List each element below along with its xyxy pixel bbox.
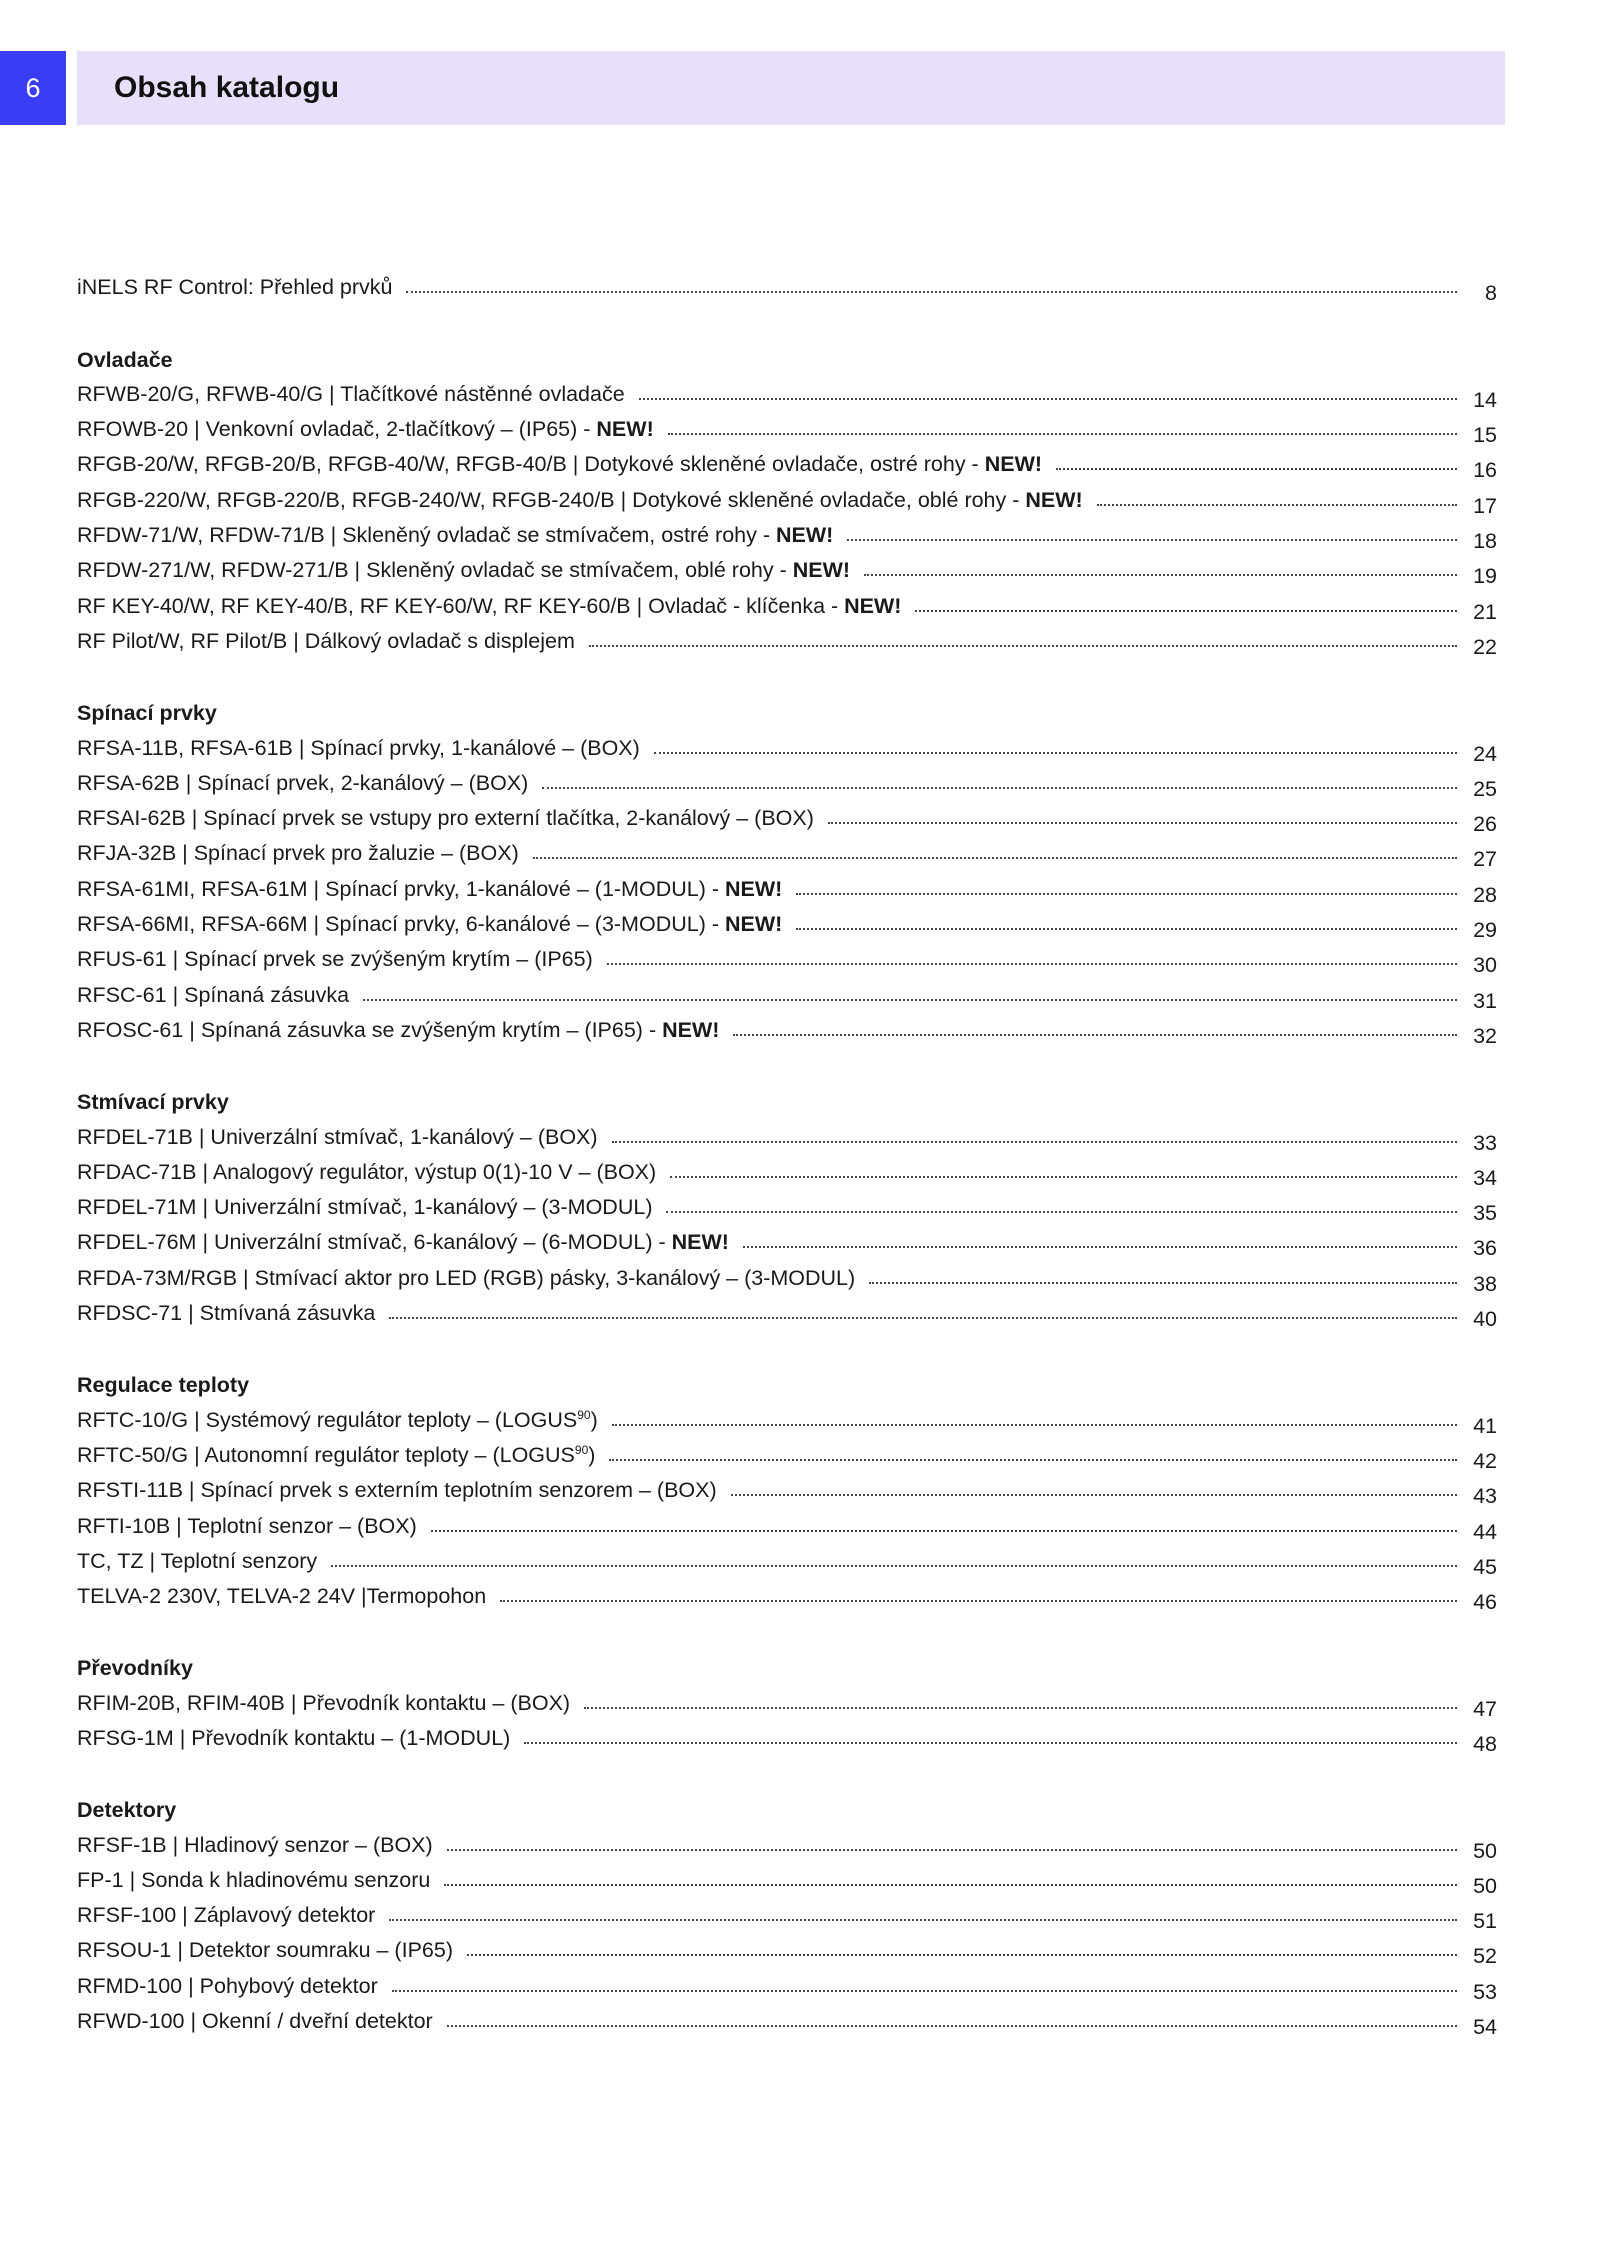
toc-entry-label	[77, 1972, 392, 2000]
toc-entry[interactable]	[77, 867, 1497, 907]
toc-entry[interactable]	[77, 373, 1497, 412]
dot-leader	[666, 1211, 1457, 1213]
toc-entry-text-tail: )	[590, 1407, 598, 1432]
toc-entry-page: 32	[1473, 1023, 1497, 1048]
dot-leader	[864, 574, 1457, 576]
toc-entry[interactable]	[77, 1256, 1497, 1296]
section-spacer	[77, 1610, 1497, 1646]
toc-entry-label	[77, 1193, 666, 1221]
toc-entry-page: 51	[1473, 1909, 1497, 1934]
new-badge: NEW!	[724, 912, 783, 937]
toc-entry-label	[77, 1724, 524, 1752]
toc-entry-text: TC, TZ | Teplotní senzory	[77, 1548, 318, 1573]
toc-entry-label	[77, 1406, 612, 1434]
toc-entry[interactable]	[77, 1469, 1497, 1509]
toc-entry-page: 46	[1473, 1590, 1497, 1615]
toc-entry-page: 17	[1473, 493, 1497, 518]
toc-entry-page: 8	[1485, 281, 1497, 306]
dot-leader	[743, 1246, 1457, 1248]
toc-entry-text: RFDA-73M/RGB | Stmívací aktor pro LED (RGB) pásky, 3-kanálový – (3-MODUL)	[77, 1265, 856, 1290]
section-spacer	[77, 1327, 1497, 1363]
toc-entry-page: 22	[1473, 634, 1497, 659]
toc-entry-text: RFDW-71/W, RFDW-71/B | Skleněný ovladač se stmívačem, ostré rohy -	[77, 523, 776, 548]
toc-entry[interactable]	[77, 1398, 1497, 1438]
toc-entry-page: 42	[1473, 1448, 1497, 1473]
toc-entry-label	[77, 486, 1097, 514]
toc-entry-page: 53	[1473, 1979, 1497, 2004]
dot-leader	[389, 1919, 1457, 1921]
new-badge: NEW!	[775, 523, 834, 548]
toc-entry-page: 27	[1473, 847, 1497, 872]
section-title: Ovladače	[77, 347, 173, 372]
toc-entry[interactable]	[77, 1540, 1497, 1579]
new-badge: NEW!	[724, 876, 783, 901]
toc-entry-page: 54	[1473, 2015, 1497, 2040]
toc-entry[interactable]	[77, 1929, 1497, 1969]
toc-entry-label	[77, 450, 1056, 478]
toc-entry-page: 26	[1473, 812, 1497, 837]
dot-leader	[584, 1707, 1457, 1709]
toc-entry-page: 15	[1473, 423, 1497, 448]
toc-entry[interactable]	[77, 832, 1497, 872]
dot-leader	[363, 999, 1457, 1001]
toc-entry-text: RFDEL-71M | Univerzální stmívač, 1-kanálový – (3-MODUL)	[77, 1195, 653, 1220]
section-spacer	[77, 1044, 1497, 1080]
dot-leader	[796, 928, 1457, 930]
toc-entry-text: RF KEY-40/W, RF KEY-40/B, RF KEY-60/W, RF KEY-60/B | Ovladač - klíčenka -	[77, 593, 845, 618]
toc-entry-label	[77, 875, 796, 903]
toc-entry-text: RFDSC-71 | Stmívaná zásuvka	[77, 1301, 376, 1326]
dot-leader	[847, 539, 1457, 541]
dot-leader	[654, 752, 1457, 754]
toc-entry-text: RFDEL-71B | Univerzální stmívač, 1-kanálový – (BOX)	[77, 1124, 598, 1149]
toc-entry[interactable]	[77, 973, 1497, 1013]
toc-entry-text: RFDW-271/W, RFDW-271/B | Skleněný ovladač se stmívačem, oblé rohy -	[77, 558, 793, 583]
toc-entry-page: 24	[1473, 741, 1497, 766]
dot-leader	[1056, 468, 1457, 470]
toc-entry-page: 30	[1473, 953, 1497, 978]
dot-leader	[444, 1884, 1457, 1886]
toc-entry-label	[77, 415, 668, 443]
toc-entry[interactable]	[77, 1151, 1497, 1190]
toc-entry-label	[77, 734, 654, 762]
toc-entry-page: 29	[1473, 918, 1497, 943]
dot-leader	[607, 963, 1457, 965]
dot-leader	[612, 1141, 1457, 1143]
dot-leader	[331, 1565, 1457, 1567]
page-title: Obsah katalogu	[114, 71, 340, 104]
toc-entry[interactable]	[77, 1292, 1497, 1332]
toc-entry-page: 40	[1473, 1307, 1497, 1332]
dot-leader	[670, 1176, 1457, 1178]
toc-entry-page: 38	[1473, 1271, 1497, 1296]
toc-entry-text: RFSAI-62B | Spínací prvek se vstupy pro externí tlačítka, 2-kanálový – (BOX)	[77, 806, 814, 831]
toc-entry-page: 47	[1473, 1696, 1497, 1721]
toc-entry[interactable]	[77, 408, 1497, 448]
toc-entry-text: TELVA-2 230V, TELVA-2 24V |Termopohon	[77, 1584, 487, 1609]
toc-entry-label	[77, 521, 847, 549]
new-badge: NEW!	[671, 1230, 729, 1255]
section-title: Stmívací prvky	[77, 1090, 229, 1115]
toc-entry-text: RFJA-32B | Spínací prvek pro žaluzie – (BOX)	[77, 841, 519, 866]
toc-entry-label	[77, 769, 542, 797]
toc-entry-text: RFSA-66MI, RFSA-66M | Spínací prvky, 6-kanálové – (3-MODUL) -	[77, 912, 725, 937]
section-title: Regulace teploty	[77, 1373, 250, 1398]
section-title: Převodníky	[77, 1656, 193, 1681]
toc-entry-page: 43	[1473, 1484, 1497, 1509]
toc-entry[interactable]	[77, 266, 1497, 306]
dot-leader	[447, 2025, 1457, 2027]
toc-entry-text: RFMD-100 | Pohybový detektor	[77, 1973, 378, 1998]
dot-leader	[668, 433, 1457, 435]
dot-leader	[609, 1459, 1457, 1461]
toc-entry-label	[77, 1158, 670, 1186]
toc-entry-label	[77, 627, 589, 655]
toc-entry[interactable]	[77, 1186, 1497, 1226]
toc-entry[interactable]	[77, 514, 1497, 554]
new-badge: NEW!	[984, 452, 1043, 477]
toc-entry-text: RFWD-100 | Okenní / dveřní detektor	[77, 2009, 433, 2034]
toc-entry-page: 45	[1473, 1554, 1497, 1579]
toc-entry-page: 36	[1473, 1236, 1497, 1261]
toc-entry-page: 44	[1473, 1519, 1497, 1544]
dot-leader	[542, 787, 1457, 789]
toc-entry-text: RFSOU-1 | Detektor soumraku – (IP65)	[77, 1938, 453, 1963]
toc-entry[interactable]	[77, 938, 1497, 978]
toc-entry-label	[77, 910, 796, 938]
dot-leader	[733, 1034, 1457, 1036]
toc-entry[interactable]	[77, 762, 1497, 801]
toc-entry-page: 50	[1473, 1873, 1497, 1898]
toc-entry-label	[77, 1512, 431, 1540]
toc-entry[interactable]	[77, 1681, 1497, 1721]
toc-entry[interactable]	[77, 584, 1497, 624]
toc-entry-label	[77, 1547, 331, 1575]
toc-entry-page: 18	[1473, 529, 1497, 554]
toc-entry[interactable]	[77, 620, 1497, 659]
toc-entry-text: RFSF-100 | Záplavový detektor	[77, 1903, 376, 1928]
toc-entry-page: 41	[1473, 1413, 1497, 1438]
toc-entry-text: RFSTI-11B | Spínací prvek s externím teplotním senzorem – (BOX)	[77, 1478, 717, 1503]
toc-entry[interactable]	[77, 1964, 1497, 2004]
dot-leader	[389, 1317, 1457, 1319]
toc-entry-label	[77, 1901, 389, 1929]
toc-entry-label	[77, 1228, 743, 1256]
toc-entry-page: 19	[1473, 564, 1497, 589]
section-spacer	[77, 1752, 1497, 1788]
dot-leader	[869, 1282, 1457, 1284]
section-title: Detektory	[77, 1798, 177, 1823]
toc-entry-text: RFSF-1B | Hladinový senzor – (BOX)	[77, 1832, 433, 1857]
dot-leader	[392, 1990, 1457, 1992]
toc-entry-label	[77, 592, 915, 620]
toc-entry[interactable]	[77, 1717, 1497, 1756]
toc-entry-page: 48	[1473, 1731, 1497, 1756]
toc-entry[interactable]	[77, 903, 1497, 943]
dot-leader	[731, 1494, 1457, 1496]
toc-entry[interactable]	[77, 2000, 1497, 2040]
toc-entry-text: RFSA-61MI, RFSA-61M | Spínací prvky, 1-kanálové – (1-MODUL) -	[77, 876, 725, 901]
toc-entry-page: 34	[1473, 1165, 1497, 1190]
toc-entry[interactable]	[77, 1221, 1497, 1261]
toc-entry-text: RFWB-20/G, RFWB-40/G | Tlačítkové nástěnné ovladače	[77, 381, 625, 406]
dot-leader	[467, 1954, 1457, 1956]
toc-entry-label	[77, 556, 864, 584]
toc-entry-label	[77, 2007, 447, 2035]
toc-entry[interactable]	[77, 1009, 1497, 1048]
toc-entry-label: iNELS RF Control: Přehled prvků	[77, 275, 393, 300]
dot-leader	[533, 857, 1457, 859]
table-of-contents	[77, 266, 1497, 2040]
toc-entry-page: 33	[1473, 1130, 1497, 1155]
toc-entry[interactable]	[77, 1575, 1497, 1615]
toc-entry-page: 50	[1473, 1838, 1497, 1863]
toc-entry-text: RFGB-220/W, RFGB-220/B, RFGB-240/W, RFGB-240/B | Dotykové skleněné ovladače, oblé rohy -	[77, 487, 1026, 512]
toc-entry-label	[77, 981, 363, 1009]
superscript: 90	[577, 1407, 591, 1422]
toc-entry-text: RFOSC-61 | Spínaná zásuvka se zvýšeným krytím – (IP65) -	[77, 1017, 663, 1042]
new-badge: NEW!	[792, 558, 851, 583]
superscript: 90	[574, 1442, 589, 1457]
toc-entry-page: 14	[1473, 387, 1497, 412]
toc-entry-label	[77, 1866, 444, 1894]
toc-entry-label	[77, 945, 607, 973]
section-spacer	[77, 301, 1497, 337]
toc-entry-page: 25	[1473, 776, 1497, 801]
toc-entry-text: RFTI-10B | Teplotní senzor – (BOX)	[77, 1513, 417, 1538]
toc-entry[interactable]	[77, 726, 1497, 766]
dot-leader	[431, 1530, 1457, 1532]
dot-leader	[796, 893, 1457, 895]
dot-leader	[915, 610, 1457, 612]
toc-entry-text: RFUS-61 | Spínací prvek se zvýšeným krytím – (IP65)	[77, 947, 593, 972]
toc-entry-page: 21	[1473, 599, 1497, 624]
toc-entry-text-tail: )	[588, 1442, 596, 1467]
toc-entry-label	[77, 1936, 467, 1964]
toc-entry-text: RFIM-20B, RFIM-40B | Převodník kontaktu – (BOX)	[77, 1690, 571, 1715]
dot-leader	[447, 1849, 1457, 1851]
page-number-badge: 6	[0, 51, 66, 125]
toc-entry-label	[77, 1689, 584, 1717]
new-badge: NEW!	[1025, 487, 1083, 512]
toc-entry-label	[77, 1441, 609, 1469]
toc-entry[interactable]	[77, 549, 1497, 589]
toc-entry-text: RFSG-1M | Převodník kontaktu – (1-MODUL)	[77, 1725, 511, 1750]
dot-leader	[639, 398, 1457, 400]
toc-entry-text: RFSA-11B, RFSA-61B | Spínací prvky, 1-kanálové – (BOX)	[77, 735, 640, 760]
toc-entry-text: RFTC-10/G | Systémový regulátor teploty – (LOGUS	[77, 1407, 578, 1432]
toc-entry-text: RF Pilot/W, RF Pilot/B | Dálkový ovladač s displejem	[77, 628, 575, 653]
section-spacer	[77, 655, 1497, 691]
dot-leader	[500, 1600, 1457, 1602]
dot-leader	[406, 291, 1457, 293]
toc-entry-text: RFSC-61 | Spínaná zásuvka	[77, 982, 350, 1007]
toc-entry-page: 35	[1473, 1201, 1497, 1226]
toc-entry-label	[77, 839, 533, 867]
toc-entry-label	[77, 804, 828, 832]
toc-entry-label	[77, 1123, 612, 1151]
dot-leader	[589, 645, 1457, 647]
toc-entry-text: RFGB-20/W, RFGB-20/B, RFGB-40/W, RFGB-40/B | Dotykové skleněné ovladače, ostré rohy -	[77, 452, 985, 477]
toc-entry[interactable]	[77, 443, 1497, 483]
toc-entry-text: FP-1 | Sonda k hladinovému senzoru	[77, 1867, 431, 1892]
toc-entry-page: 31	[1473, 988, 1497, 1013]
toc-entry[interactable]	[77, 1894, 1497, 1934]
toc-entry[interactable]	[77, 1859, 1497, 1898]
dot-leader	[524, 1742, 1457, 1744]
toc-entry-label	[77, 1476, 731, 1504]
toc-entry-text: RFDEL-76M | Univerzální stmívač, 6-kanálový – (6-MODUL) -	[77, 1230, 672, 1255]
toc-entry[interactable]	[77, 478, 1497, 518]
toc-entry[interactable]	[77, 1434, 1497, 1473]
new-badge: NEW!	[596, 417, 654, 442]
toc-entry[interactable]	[77, 1115, 1497, 1155]
toc-entry-page: 16	[1473, 458, 1497, 483]
toc-entry-text: RFOWB-20 | Venkovní ovladač, 2-tlačítkový – (IP65) -	[77, 417, 597, 442]
dot-leader	[612, 1424, 1457, 1426]
toc-entry-label	[77, 1582, 500, 1610]
toc-entry-page: 28	[1473, 882, 1497, 907]
toc-entry[interactable]	[77, 1823, 1497, 1863]
dot-leader	[828, 822, 1457, 824]
toc-entry-label	[77, 1264, 869, 1292]
toc-entry[interactable]	[77, 797, 1497, 837]
toc-entry-text: RFTC-50/G | Autonomní regulátor teploty – (LOGUS	[77, 1442, 575, 1467]
toc-entry-text: RFSA-62B | Spínací prvek, 2-kanálový – (BOX)	[77, 770, 529, 795]
toc-entry-page: 52	[1473, 1944, 1497, 1969]
header-band	[77, 51, 1505, 125]
new-badge: NEW!	[662, 1017, 720, 1042]
toc-entry-label	[77, 1016, 733, 1044]
toc-entry[interactable]	[77, 1504, 1497, 1544]
toc-entry-text: RFDAC-71B | Analogový regulátor, výstup 0(1)-10 V – (BOX)	[77, 1159, 657, 1184]
toc-entry-label	[77, 1831, 447, 1859]
new-badge: NEW!	[844, 593, 902, 618]
section-title: Spínací prvky	[77, 701, 217, 726]
dot-leader	[1097, 504, 1457, 506]
toc-entry-label	[77, 1299, 389, 1327]
toc-entry-label	[77, 380, 639, 408]
